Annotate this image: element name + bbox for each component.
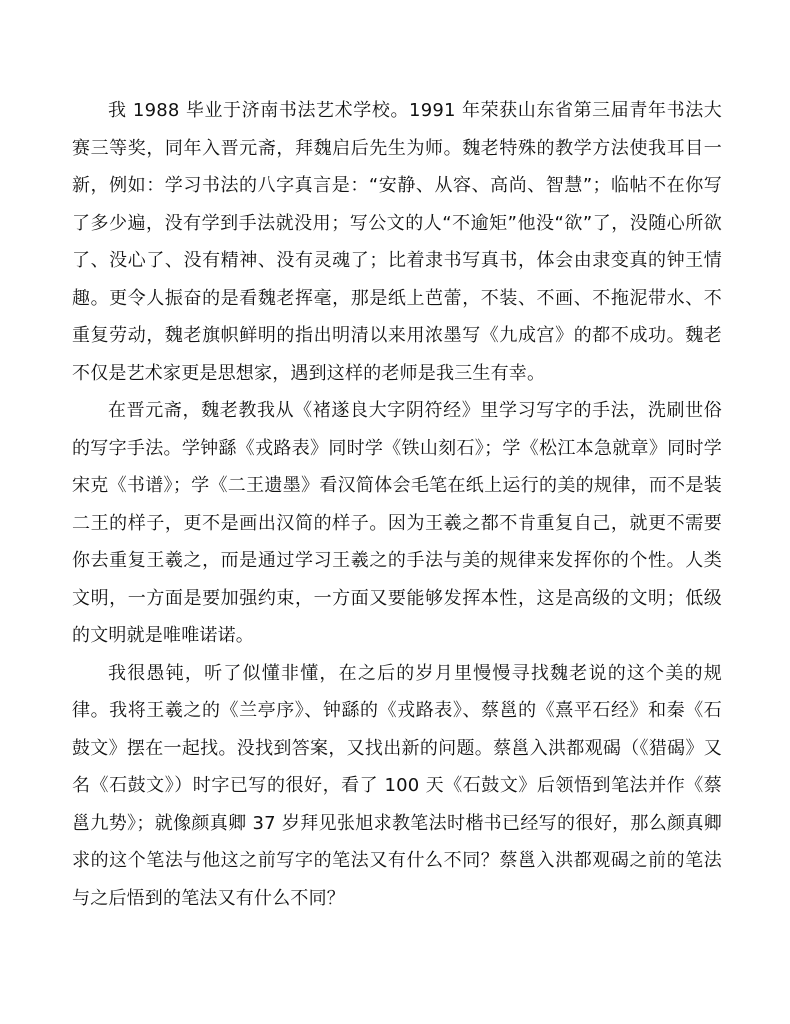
paragraph-2: 在晋元斋，魏老教我从《褚遂良大字阴符经》里学习写字的手法，洗刷世俗的写字手法。学钟繇《戎路表》同时学《铁山刻石》；学《松江本急就章》同时学宋克《书谱》；学《二王遗墨》看汉简体会毛笔在纸上运行的美的规律，而不是装二王的样子，更不是画出汉简的样子。因为王羲之都不肯重复自己，就更不需要你去重复王羲之，而是通过学习王羲之的手法与美的规律来发挥你的个性。人类文明，一方面是要加强约束，一方面又要能够发挥本性，这是高级的文明；低级的文明就是唯唯诺诺。 [72, 400, 722, 646]
paragraph-1: 我 1988 毕业于济南书法艺术学校。1991 年荣获山东省第三届青年书法大赛三等奖，同年入晋元斋，拜魏启后先生为师。魏老特殊的教学方法使我耳目一新，例如：学习书法的八字真言是：“安静、从容、高尚、智慧”；临帖不在你写了多少遍，没有学到手法就没用；写公文的人“不逾矩”他没“欲”了，没随心所欲了、没心了、没有精神、没有灵魂了；比着隶书写真书，体会由隶变真的钟王情趣。更令人振奋的是看魏老挥毫，那是纸上芭蕾，不装、不画、不拖泥带水、不重复劳动，魏老旗帜鲜明的指出明清以来用浓墨写《九成宫》的都不成功。魏老不仅是艺术家更是思想家，遇到这样的老师是我三生有幸。 [72, 100, 722, 384]
document-body [72, 92, 722, 917]
paragraph-3: 我很愚钝，听了似懂非懂，在之后的岁月里慢慢寻找魏老说的这个美的规律。我将王羲之的《兰亭序》、钟繇的《戎路表》、蔡邕的《熹平石经》和秦《石鼓文》摆在一起找。没找到答案，又找出新的问题。蔡邕入洪都观碣（《猎碣》又名《石鼓文》）时字已写的很好，看了 100 天《石鼓文》后领悟到笔法并作《蔡邕九势》；就像颜真卿 37 岁拜见张旭求教笔法时楷书已经写的很好，那么颜真卿求的这个笔法与他这之前写字的笔法又有什么不同？蔡邕入洪都观碣之前的笔法与之后悟到的笔法又有什么不同？ [72, 662, 722, 909]
